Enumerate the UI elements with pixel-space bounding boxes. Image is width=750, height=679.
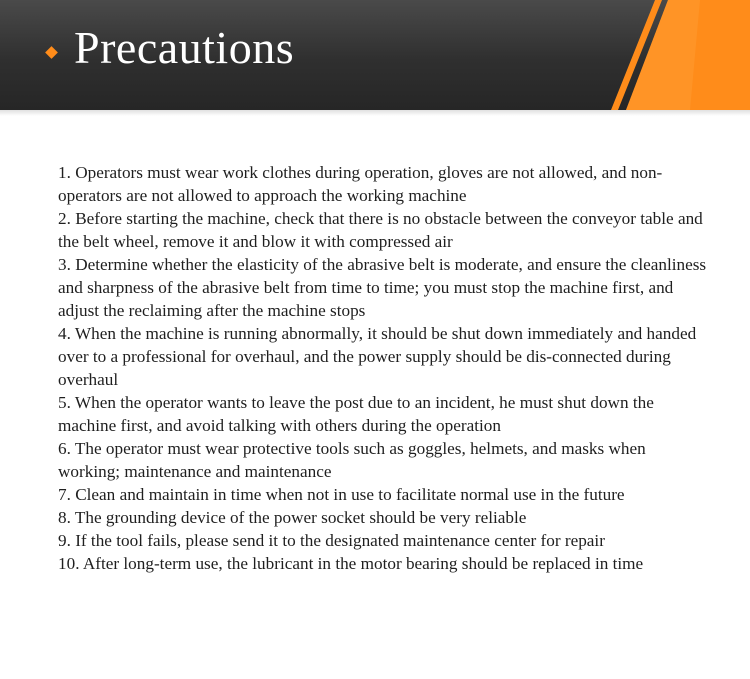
list-item: 10. After long-term use, the lubricant in the motor bearing should be replaced in time [58,554,644,573]
list-item: 5. When the operator wants to leave the post due to an incident, he must shut down the machine first, and avoid talking with others during the operation [58,393,654,435]
list-item: 7. Clean and maintain in time when not in use to facilitate normal use in the future [58,485,625,504]
list-item: 4. When the machine is running abnormally, it should be shut down immediately and handed over to a professional for overhaul, and the power supply should be dis-connected during overhaul [58,324,697,389]
header-shadow [0,110,750,116]
header-banner [0,0,750,110]
list-item: 1. Operators must wear work clothes during operation, gloves are not allowed, and non-operators are not allowed to approach the working machine [58,163,663,205]
page-title: Precautions [74,22,295,73]
list-item: 9. If the tool fails, please send it to the designated maintenance center for repair [58,531,605,550]
list-item: 6. The operator must wear protective tools such as goggles, helmets, and masks when working; maintenance and maintenance [58,439,646,481]
list-item: 3. Determine whether the elasticity of the abrasive belt is moderate, and ensure the cleanliness and sharpness of the abrasive belt from time to time; you must stop the machine first, and adjust the reclaiming after the machine stops [58,255,707,320]
list-item: 2. Before starting the machine, check that there is no obstacle between the conveyor table and the belt wheel, remove it and blow it with compressed air [58,209,703,251]
precautions-list [58,161,708,575]
list-item: 8. The grounding device of the power socket should be very reliable [58,508,527,527]
